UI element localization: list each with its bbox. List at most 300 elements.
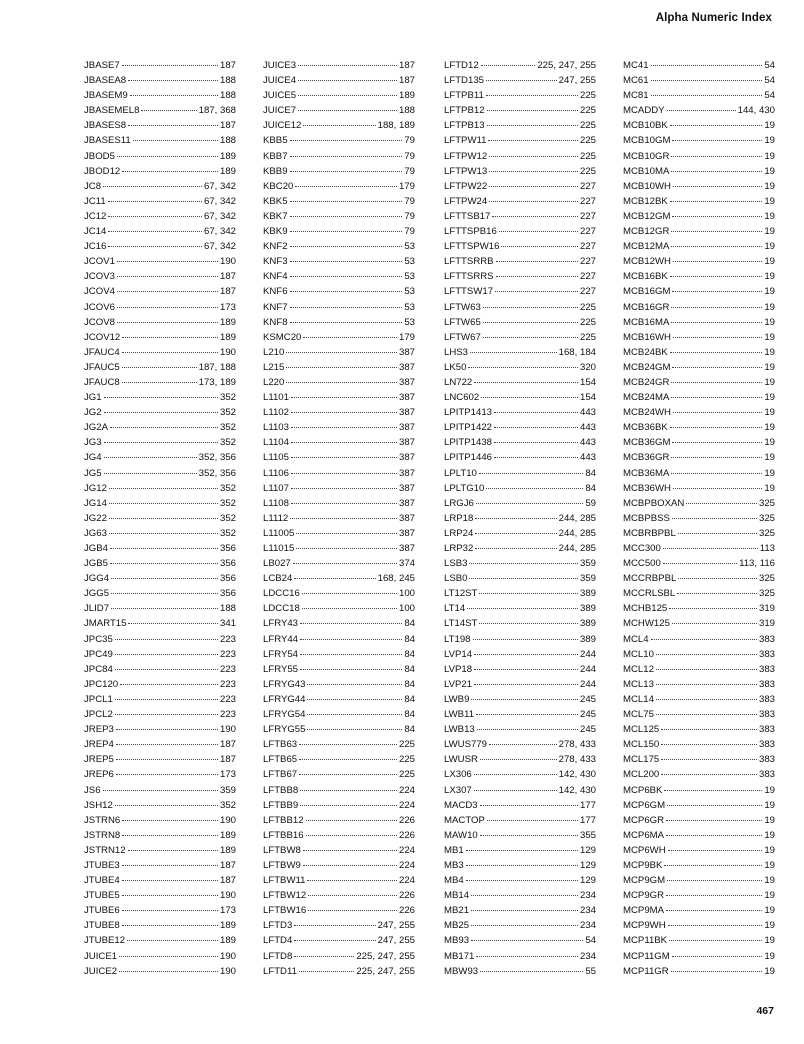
index-term: MB21 bbox=[444, 905, 470, 917]
index-page-refs: 227 bbox=[579, 256, 596, 268]
index-entry bbox=[84, 888, 236, 903]
index-entry bbox=[623, 511, 775, 526]
index-page-refs: 224 bbox=[398, 799, 415, 811]
dot-leader bbox=[117, 322, 218, 323]
index-page-refs: 383 bbox=[758, 739, 775, 751]
dot-leader bbox=[495, 291, 578, 292]
index-term: MCL13 bbox=[623, 678, 654, 690]
index-page-refs: 387 bbox=[398, 422, 415, 434]
index-page-refs: 244 bbox=[579, 648, 596, 660]
index-page-refs: 352 bbox=[219, 497, 236, 509]
index-term: LPITP1438 bbox=[444, 437, 493, 449]
index-entry bbox=[623, 798, 775, 813]
index-term: LFTB63 bbox=[263, 739, 298, 751]
index-page-refs: 190 bbox=[219, 256, 236, 268]
index-entry bbox=[623, 632, 775, 647]
dot-leader bbox=[104, 397, 218, 398]
index-page-refs: 190 bbox=[219, 724, 236, 736]
index-entry bbox=[84, 330, 236, 345]
index-term: LCB24 bbox=[263, 573, 293, 585]
index-term: JPC84 bbox=[84, 663, 113, 675]
index-page-refs: 227 bbox=[579, 210, 596, 222]
index-term: LWB11 bbox=[444, 709, 475, 721]
dot-leader bbox=[501, 246, 578, 247]
index-page-refs: 223 bbox=[219, 663, 236, 675]
dot-leader bbox=[111, 578, 218, 579]
index-page-refs: 325 bbox=[758, 573, 775, 585]
index-entry bbox=[623, 496, 775, 511]
dot-leader bbox=[666, 895, 762, 896]
dot-leader bbox=[671, 246, 762, 247]
index-term: MCP9GR bbox=[623, 890, 665, 902]
dot-leader bbox=[494, 427, 578, 428]
index-page-refs: 244 bbox=[579, 678, 596, 690]
index-entry bbox=[623, 918, 775, 933]
dot-leader bbox=[670, 427, 763, 428]
index-entry bbox=[444, 420, 596, 435]
index-term: LFTD12 bbox=[444, 60, 479, 71]
index-term: JC16 bbox=[84, 241, 107, 253]
index-page-refs: 226 bbox=[398, 890, 415, 902]
index-term: MCL14 bbox=[623, 693, 654, 705]
index-entry bbox=[84, 677, 236, 692]
index-page-refs: 19 bbox=[764, 195, 775, 207]
dot-leader bbox=[673, 488, 762, 489]
index-term: JPC35 bbox=[84, 633, 113, 645]
index-term: MCC500 bbox=[623, 558, 661, 570]
index-term: MCB10WH bbox=[623, 180, 671, 192]
index-entry bbox=[263, 209, 415, 224]
dot-leader bbox=[307, 880, 397, 881]
index-term: LFTD8 bbox=[263, 950, 293, 962]
index-page-refs: 144, 430 bbox=[737, 105, 775, 117]
index-entry bbox=[84, 783, 236, 798]
index-page-refs: 154 bbox=[579, 376, 596, 388]
index-entry bbox=[444, 511, 596, 526]
index-term: LFTTSW17 bbox=[444, 286, 494, 298]
index-page-refs: 245 bbox=[579, 724, 596, 736]
index-term: MB1 bbox=[444, 844, 464, 856]
index-term: LSB0 bbox=[444, 573, 468, 585]
index-entry bbox=[444, 269, 596, 284]
index-entry bbox=[84, 798, 236, 813]
index-term: LFTPB11 bbox=[444, 90, 484, 102]
index-page-refs: 54 bbox=[764, 90, 775, 102]
index-term: LWB9 bbox=[444, 693, 470, 705]
index-term: LVP14 bbox=[444, 648, 473, 660]
index-entry bbox=[84, 722, 236, 737]
index-entry bbox=[263, 239, 415, 254]
dot-leader bbox=[672, 367, 762, 368]
index-entry bbox=[444, 239, 596, 254]
dot-leader bbox=[664, 790, 762, 791]
dot-leader bbox=[122, 65, 218, 66]
dot-leader bbox=[664, 865, 762, 866]
index-entry bbox=[444, 873, 596, 888]
index-entry bbox=[84, 616, 236, 631]
index-page-refs: 113, 116 bbox=[739, 558, 775, 570]
index-entry bbox=[263, 752, 415, 767]
index-term: KBB7 bbox=[263, 150, 288, 162]
index-term: JREP3 bbox=[84, 724, 114, 736]
index-term: LFTB65 bbox=[263, 754, 298, 766]
dot-leader bbox=[661, 759, 757, 760]
index-page-refs: 244 bbox=[579, 663, 596, 675]
dot-leader bbox=[486, 95, 578, 96]
index-page-refs: 19 bbox=[764, 331, 775, 343]
index-term: MCB24GR bbox=[623, 376, 670, 388]
index-page-refs: 168, 245 bbox=[377, 573, 415, 585]
index-term: MCP9MA bbox=[623, 905, 665, 917]
dot-leader bbox=[471, 940, 583, 941]
index-entry bbox=[263, 405, 415, 420]
index-page-refs: 19 bbox=[764, 859, 775, 871]
dot-leader bbox=[120, 684, 218, 685]
index-entry bbox=[263, 647, 415, 662]
dot-leader bbox=[299, 774, 397, 775]
dot-leader bbox=[474, 684, 578, 685]
index-term: JUICE2 bbox=[84, 965, 118, 977]
index-entry bbox=[444, 179, 596, 194]
index-entry bbox=[623, 224, 775, 239]
index-page-refs: 319 bbox=[758, 618, 775, 630]
index-entry bbox=[84, 918, 236, 933]
index-page-refs: 188 bbox=[219, 603, 236, 615]
index-page-refs: 173, 189 bbox=[198, 376, 236, 388]
index-entry bbox=[84, 179, 236, 194]
index-page-refs: 187 bbox=[219, 120, 236, 132]
index-page-refs: 67, 342 bbox=[203, 226, 236, 238]
dot-leader bbox=[666, 910, 762, 911]
index-page-refs: 359 bbox=[579, 573, 596, 585]
index-term: LFRY44 bbox=[263, 633, 299, 645]
dot-leader bbox=[117, 276, 218, 277]
dot-leader bbox=[291, 488, 397, 489]
index-entry bbox=[84, 481, 236, 496]
index-term: LFRY55 bbox=[263, 663, 299, 675]
dot-leader bbox=[489, 201, 578, 202]
dot-leader bbox=[466, 865, 578, 866]
dot-leader bbox=[672, 518, 757, 519]
index-term: MCB16GR bbox=[623, 301, 670, 313]
index-term: L1102 bbox=[263, 407, 289, 419]
dot-leader bbox=[483, 322, 578, 323]
index-term: MCB10MA bbox=[623, 165, 670, 177]
index-entry bbox=[84, 133, 236, 148]
index-page-refs: 79 bbox=[404, 165, 415, 177]
dot-leader bbox=[307, 699, 402, 700]
index-entry bbox=[623, 179, 775, 194]
index-entry bbox=[623, 692, 775, 707]
index-term: JFAUC5 bbox=[84, 361, 120, 373]
index-page-refs: 383 bbox=[758, 648, 775, 660]
index-page-refs: 54 bbox=[764, 60, 775, 71]
index-term: LFTTSB17 bbox=[444, 210, 491, 222]
index-term: LFTW65 bbox=[444, 316, 481, 328]
index-entry bbox=[263, 450, 415, 465]
index-entry bbox=[444, 752, 596, 767]
index-entry bbox=[263, 269, 415, 284]
index-entry bbox=[263, 616, 415, 631]
dot-leader bbox=[122, 865, 218, 866]
dot-leader bbox=[471, 910, 578, 911]
index-term: LSB3 bbox=[444, 558, 468, 570]
index-term: MB3 bbox=[444, 859, 464, 871]
index-term: LPITP1422 bbox=[444, 422, 493, 434]
index-term: KNF8 bbox=[263, 316, 288, 328]
index-entry bbox=[623, 466, 775, 481]
index-term: KBC20 bbox=[263, 180, 294, 192]
index-term: JPCL2 bbox=[84, 709, 113, 721]
index-term: LFRY43 bbox=[263, 618, 299, 630]
index-entry bbox=[623, 949, 775, 964]
index-page-refs: 53 bbox=[404, 286, 415, 298]
index-term: JGB5 bbox=[84, 558, 108, 570]
index-entry bbox=[84, 103, 236, 118]
index-page-refs: 84 bbox=[404, 678, 415, 690]
index-term: MCB12MA bbox=[623, 241, 670, 253]
index-entry bbox=[444, 903, 596, 918]
dot-leader bbox=[299, 744, 397, 745]
index-term: JSTRN12 bbox=[84, 844, 126, 856]
index-entry bbox=[623, 88, 775, 103]
index-entry bbox=[263, 164, 415, 179]
index-term: MCP11GM bbox=[623, 950, 670, 962]
index-term: MCL150 bbox=[623, 739, 660, 751]
index-entry bbox=[623, 239, 775, 254]
index-page-refs: 173 bbox=[219, 769, 236, 781]
index-entry bbox=[263, 692, 415, 707]
dot-leader bbox=[656, 669, 757, 670]
dot-leader bbox=[307, 684, 402, 685]
index-page-refs: 359 bbox=[579, 558, 596, 570]
index-page-refs: 225 bbox=[579, 120, 596, 132]
dot-leader bbox=[108, 231, 202, 232]
index-page-refs: 234 bbox=[579, 950, 596, 962]
dot-leader bbox=[303, 865, 397, 866]
index-page-refs: 187 bbox=[219, 60, 236, 71]
dot-leader bbox=[290, 261, 403, 262]
index-page-refs: 189 bbox=[219, 165, 236, 177]
dot-leader bbox=[488, 140, 578, 141]
index-term: JUICE1 bbox=[84, 950, 118, 962]
index-page-refs: 84 bbox=[404, 693, 415, 705]
dot-leader bbox=[686, 503, 757, 504]
index-term: MCP11BK bbox=[623, 935, 668, 947]
dot-leader bbox=[290, 216, 403, 217]
index-entry bbox=[444, 390, 596, 405]
index-entry bbox=[84, 466, 236, 481]
index-page-refs: 234 bbox=[579, 890, 596, 902]
index-page-refs: 190 bbox=[219, 814, 236, 826]
index-term: JG5 bbox=[84, 467, 102, 479]
index-entry bbox=[263, 315, 415, 330]
index-entry bbox=[84, 390, 236, 405]
index-page-refs: 325 bbox=[758, 588, 775, 600]
index-entry bbox=[444, 767, 596, 782]
index-term: MCB24BK bbox=[623, 346, 668, 358]
index-term: LFTW67 bbox=[444, 331, 481, 343]
index-entry bbox=[444, 254, 596, 269]
index-term: LRP32 bbox=[444, 543, 474, 554]
index-entry bbox=[263, 254, 415, 269]
index-page-refs: 225 bbox=[579, 301, 596, 313]
index-term: JUICE4 bbox=[263, 75, 297, 87]
dot-leader bbox=[669, 940, 762, 941]
index-term: L1108 bbox=[263, 497, 289, 509]
index-term: KNF7 bbox=[263, 301, 288, 313]
dot-leader bbox=[306, 835, 397, 836]
index-entry bbox=[263, 903, 415, 918]
index-entry bbox=[84, 586, 236, 601]
index-term: L215 bbox=[263, 361, 285, 373]
index-term: JSTRN8 bbox=[84, 829, 121, 841]
index-term: MCL125 bbox=[623, 724, 660, 736]
index-term: LFRY54 bbox=[263, 648, 299, 660]
index-term: JBASE7 bbox=[84, 60, 120, 71]
index-entry bbox=[623, 813, 775, 828]
index-entry bbox=[623, 843, 775, 858]
dot-leader bbox=[300, 623, 402, 624]
index-page-refs: 356 bbox=[219, 573, 236, 585]
index-entry bbox=[263, 149, 415, 164]
dot-leader bbox=[668, 925, 763, 926]
index-entry bbox=[84, 360, 236, 375]
index-page-refs: 352 bbox=[219, 437, 236, 449]
index-entry bbox=[444, 88, 596, 103]
index-page-refs: 113 bbox=[759, 543, 775, 554]
index-entry bbox=[84, 767, 236, 782]
index-term: LFTBW12 bbox=[263, 890, 307, 902]
index-page-refs: 387 bbox=[398, 512, 415, 524]
index-page-refs: 223 bbox=[219, 709, 236, 721]
index-entry bbox=[444, 149, 596, 164]
index-entry bbox=[84, 118, 236, 133]
index-entry bbox=[263, 873, 415, 888]
index-page-refs: 225 bbox=[579, 105, 596, 117]
index-term: MCB12GM bbox=[623, 210, 671, 222]
index-term: MCB36BK bbox=[623, 422, 668, 434]
index-page-refs: 54 bbox=[764, 75, 775, 87]
index-page-refs: 19 bbox=[764, 376, 775, 388]
index-entry bbox=[263, 858, 415, 873]
index-entry bbox=[84, 692, 236, 707]
index-term: JTUBE4 bbox=[84, 875, 120, 887]
index-page-refs: 142, 430 bbox=[558, 769, 596, 781]
index-page-refs: 189 bbox=[219, 316, 236, 328]
index-term: MBW93 bbox=[444, 965, 479, 977]
index-entry bbox=[444, 330, 596, 345]
index-entry bbox=[84, 73, 236, 88]
index-entry bbox=[84, 526, 236, 541]
index-entry bbox=[444, 571, 596, 586]
index-entry bbox=[84, 209, 236, 224]
dot-leader bbox=[115, 669, 218, 670]
dot-leader bbox=[303, 125, 375, 126]
dot-leader bbox=[496, 276, 578, 277]
index-page-refs: 225, 247, 255 bbox=[356, 950, 415, 962]
index-page-refs: 179 bbox=[398, 331, 415, 343]
index-term: LPLT10 bbox=[444, 467, 477, 479]
index-entry bbox=[84, 405, 236, 420]
index-page-refs: 225 bbox=[579, 90, 596, 102]
dot-leader bbox=[474, 382, 578, 383]
dot-leader bbox=[480, 971, 583, 972]
index-page-refs: 387 bbox=[398, 467, 415, 479]
index-term: JREP6 bbox=[84, 769, 114, 781]
index-page-refs: 179 bbox=[398, 180, 415, 192]
index-page-refs: 227 bbox=[579, 226, 596, 238]
dot-leader bbox=[483, 307, 578, 308]
index-entry bbox=[263, 828, 415, 843]
index-entry bbox=[444, 556, 596, 571]
dot-leader bbox=[296, 548, 397, 549]
index-page-refs: 19 bbox=[764, 256, 775, 268]
index-entry bbox=[263, 949, 415, 964]
index-page-refs: 325 bbox=[758, 497, 775, 509]
index-page-refs: 225 bbox=[579, 165, 596, 177]
index-entry bbox=[263, 888, 415, 903]
dot-leader bbox=[678, 533, 757, 534]
index-term: LX307 bbox=[444, 784, 472, 796]
index-term: JFAUC4 bbox=[84, 346, 120, 358]
index-page-refs: 319 bbox=[758, 603, 775, 615]
index-entry bbox=[84, 949, 236, 964]
index-term: JTUBE8 bbox=[84, 920, 120, 932]
index-entry bbox=[444, 496, 596, 511]
index-page-refs: 19 bbox=[764, 844, 775, 856]
index-term: LFTPW11 bbox=[444, 135, 487, 147]
index-page-refs: 173 bbox=[219, 905, 236, 917]
dot-leader bbox=[110, 563, 218, 564]
index-entry bbox=[84, 164, 236, 179]
index-term: KBK9 bbox=[263, 226, 288, 238]
dot-leader bbox=[474, 774, 557, 775]
index-entry bbox=[444, 224, 596, 239]
index-page-refs: 100 bbox=[398, 588, 415, 600]
index-term: MCP6BK bbox=[623, 784, 663, 796]
index-entry bbox=[84, 496, 236, 511]
dot-leader bbox=[122, 820, 218, 821]
index-entry bbox=[263, 586, 415, 601]
dot-leader bbox=[672, 623, 757, 624]
index-term: LFTBW11 bbox=[263, 875, 306, 887]
index-term: JFAUC8 bbox=[84, 376, 120, 388]
index-page-refs: 190 bbox=[219, 965, 236, 977]
index-entry bbox=[623, 133, 775, 148]
index-page-refs: 129 bbox=[579, 875, 596, 887]
index-entry bbox=[84, 828, 236, 843]
index-page-refs: 224 bbox=[398, 859, 415, 871]
index-term: JG12 bbox=[84, 482, 107, 494]
index-term: LFTBB8 bbox=[263, 784, 299, 796]
index-page-refs: 189 bbox=[219, 150, 236, 162]
index-page-refs: 19 bbox=[764, 226, 775, 238]
dot-leader bbox=[119, 956, 218, 957]
dot-leader bbox=[128, 125, 218, 126]
index-page-refs: 374 bbox=[398, 558, 415, 570]
dot-leader bbox=[474, 790, 557, 791]
index-term: LFTPW24 bbox=[444, 195, 488, 207]
dot-leader bbox=[104, 412, 218, 413]
index-page-refs: 188 bbox=[219, 75, 236, 87]
index-entry bbox=[84, 88, 236, 103]
index-page-refs: 383 bbox=[758, 663, 775, 675]
dot-leader bbox=[651, 95, 763, 96]
index-page-refs: 19 bbox=[764, 829, 775, 841]
index-entry bbox=[84, 933, 236, 948]
dot-leader bbox=[671, 322, 762, 323]
